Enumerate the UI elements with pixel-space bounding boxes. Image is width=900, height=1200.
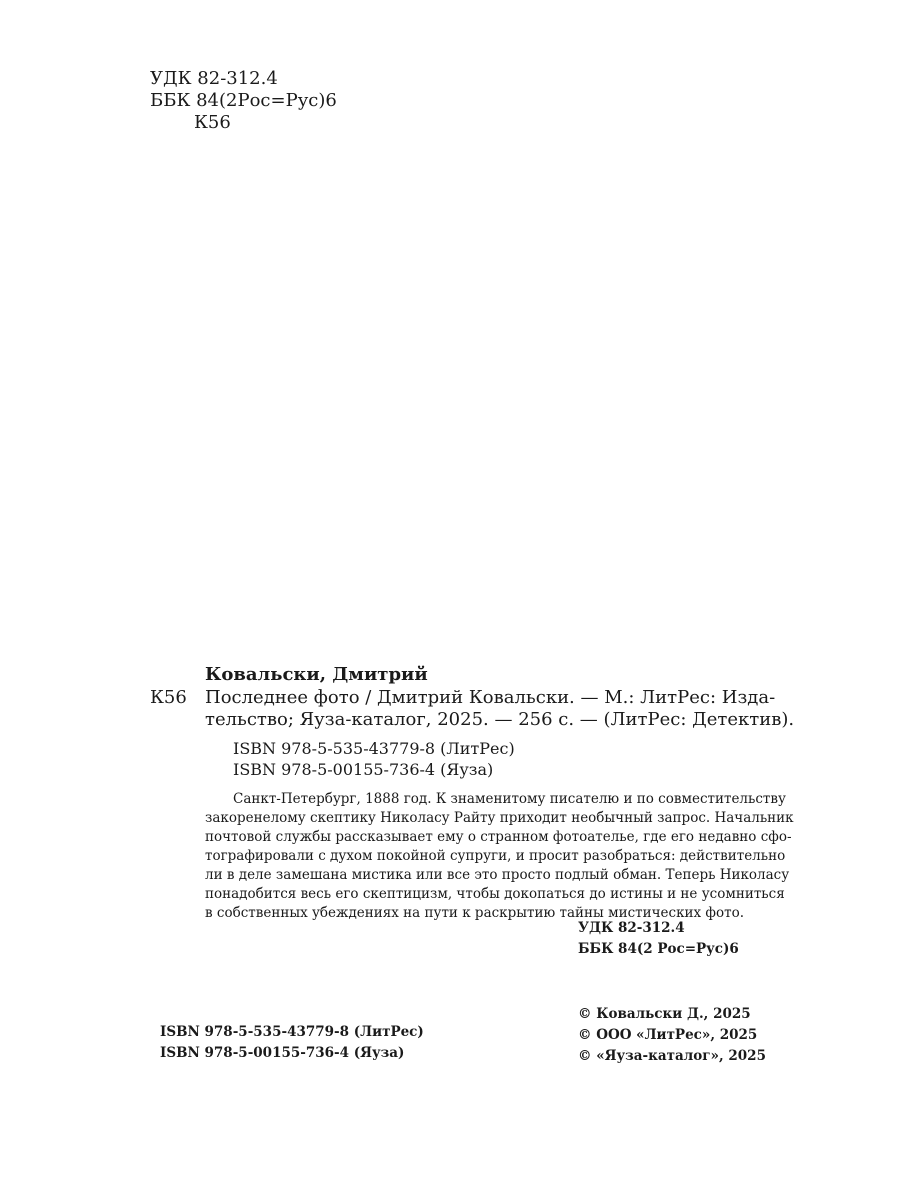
record-code: К56 [150, 687, 187, 708]
annotation-line: ли в деле замешана мистика или все это просто подлый обман. Теперь Николасу [205, 867, 790, 883]
copyright-line: © Ковальски Д., 2025 [578, 1006, 751, 1022]
annotation-line: в собственных убеждениях на пути к раскрытию тайны мистических фото. [205, 905, 744, 921]
annotation-line: почтовой службы рассказывает ему о странном фотоателье, где его недавно сфо- [205, 829, 792, 845]
record-author: Ковальски, Дмитрий [205, 664, 428, 685]
annotation-line: понадобится весь его скептицизм, чтобы докопаться до истины и не усомниться [205, 886, 785, 902]
record-title-line: тельство; Яуза-каталог, 2025. — 256 с. — (ЛитРес: Детектив). [205, 709, 795, 730]
footer-isbn: ISBN 978-5-535-43779-8 (ЛитРес) [160, 1024, 424, 1040]
record-udk: УДК 82-312.4 [578, 920, 685, 936]
header-bbk: ББК 84(2Рос=Рус)6 [150, 90, 337, 111]
header-code: К56 [194, 112, 231, 133]
record-isbn-list [233, 738, 515, 780]
annotation-line: тографировали с духом покойной супруги, и просит разобраться: действительно [205, 848, 786, 864]
record-annotation [205, 790, 794, 923]
footer-isbn-list [160, 1022, 424, 1064]
record-title [205, 687, 795, 731]
annotation-line: закоренелому скептику Николасу Райту приходит необычный запрос. Начальник [205, 810, 794, 826]
copyright-line: © «Яуза-каталог», 2025 [578, 1048, 766, 1064]
record-bbk: ББК 84(2 Рос=Рус)6 [578, 941, 739, 957]
copyright-line: © ООО «ЛитРес», 2025 [578, 1027, 758, 1043]
footer-copyright-list [578, 1004, 766, 1067]
record-isbn: ISBN 978-5-535-43779-8 (ЛитРес) [233, 739, 515, 758]
record-isbn: ISBN 978-5-00155-736-4 (Яуза) [233, 760, 494, 779]
record-title-line: Последнее фото / Дмитрий Ковальски. — М.: ЛитРес: Изда- [205, 687, 776, 708]
footer-isbn: ISBN 978-5-00155-736-4 (Яуза) [160, 1045, 405, 1061]
header-udk: УДК 82-312.4 [150, 68, 278, 89]
annotation-line: Санкт-Петербург, 1888 год. К знаменитому писателю и по совместительству [233, 791, 786, 807]
